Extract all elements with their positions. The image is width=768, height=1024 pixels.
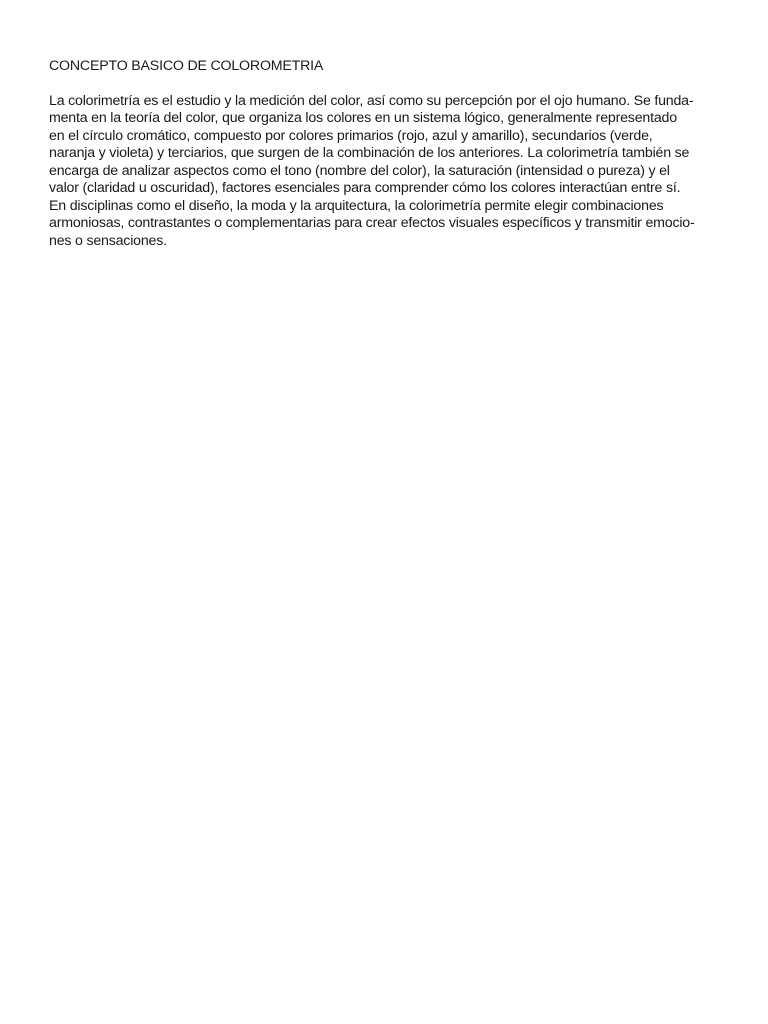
paragraph-line: menta en la teoría del color, que organiza los colores en un sistema lógico, generalmente representado <box>49 110 677 127</box>
paragraph-line: en el círculo cromático, compuesto por colores primarios (rojo, azul y amarillo), secundarios (verde, <box>49 127 653 144</box>
document-paragraph <box>49 93 729 250</box>
document-title: CONCEPTO BASICO DE COLOROMETRIA <box>49 58 324 74</box>
paragraph-line: La colorimetría es el estudio y la medición del color, así como su percepción por el ojo humano. Se funda- <box>49 93 694 109</box>
paragraph-line: En disciplinas como el diseño, la moda y la arquitectura, la colorimetría permite elegir combinaciones <box>49 197 664 214</box>
paragraph-line: naranja y violeta) y terciarios, que surgen de la combinación de los anteriores. La colorimetría también se <box>49 145 690 162</box>
paragraph-line: nes o sensaciones. <box>49 232 167 249</box>
paragraph-line: valor (claridad u oscuridad), factores esenciales para comprender cómo los colores interactúan entre sí. <box>49 180 681 197</box>
paragraph-line: armoniosas, contrastantes o complementarias para crear efectos visuales específicos y transmitir emocio- <box>49 215 695 232</box>
paragraph-line: encarga de analizar aspectos como el tono (nombre del color), la saturación (intensidad o pureza) y el <box>49 162 670 179</box>
